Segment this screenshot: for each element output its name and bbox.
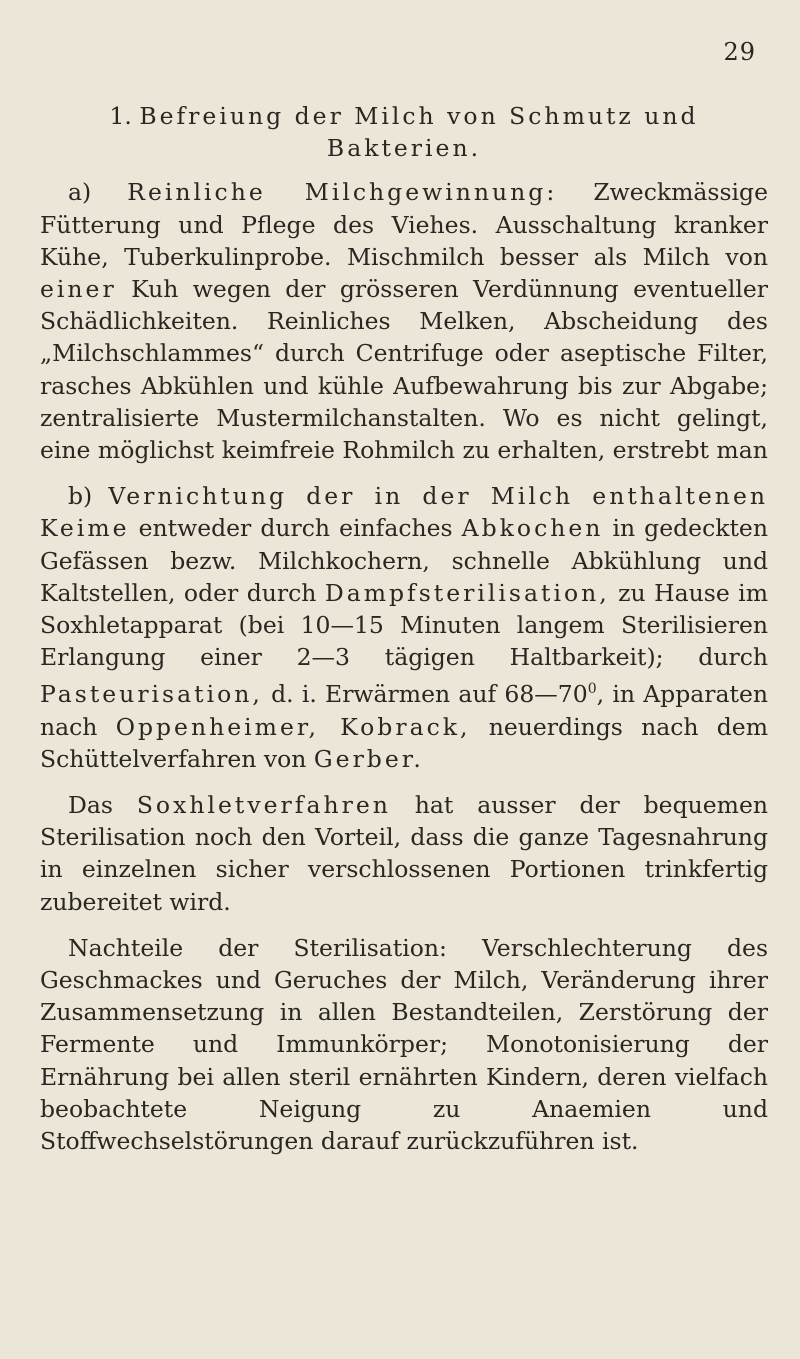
- paragraph-soxhlet-emphasis: Soxhletverfahren: [136, 791, 391, 820]
- paragraph-b-text1: entweder durch einfaches: [138, 514, 453, 543]
- degree-superscript: 0: [587, 681, 597, 698]
- paragraph-b-text5: , in Apparaten nach: [40, 680, 769, 741]
- page-body: [40, 100, 768, 1171]
- paragraph-b-emphasis-gerber: Gerber.: [313, 744, 424, 773]
- paragraph-b-text4: d. i. Erwärmen auf 68—70: [271, 680, 588, 709]
- heading-title-line1: Befreiung der Milch von Schmutz und: [139, 102, 699, 130]
- heading-number: 1.: [109, 102, 132, 130]
- paragraph-a-emphasis: einer: [40, 275, 117, 304]
- section-heading: [40, 100, 768, 164]
- paragraph-b: [40, 480, 768, 775]
- paragraph-a-title: Reinliche Milchgewinnung:: [127, 178, 558, 207]
- paragraph-b-label: b): [68, 482, 93, 511]
- paragraph-b-emphasis-dampfsterilisation: Dampfsterilisation,: [324, 578, 610, 607]
- paragraph-soxhlet: [40, 789, 768, 918]
- paragraph-b-emphasis-pasteurisation: Pasteurisation,: [40, 680, 263, 709]
- page-number: 29: [723, 38, 756, 66]
- paragraph-b-text6: neuerdings nach dem Schüttelverfahren von: [40, 712, 768, 773]
- paragraph-a-text2: Kuh wegen der grösseren Verdünnung eventueller Schädlichkeiten. Reinliches Melken, Abscheidung des „Milchschlammes“ durch Centrifuge oder aseptische Filter, rasches Abkühlen und kühle Aufbewahrung bis zur Abgabe; zentralisierte Mustermilchanstalten. Wo es nicht gelingt, eine möglichst keimfreie Rohmilch zu erhalten, erstrebt man: [40, 275, 768, 465]
- paragraph-b-emphasis-abkochen: Abkochen: [461, 514, 604, 543]
- paragraph-b-text3: zu Hause im Soxhletapparat (bei 10—15 Minuten langem Sterilisieren Erlangung einer 2—3 tägigen Haltbarkeit); durch: [40, 578, 768, 672]
- paragraph-b-title: Vernichtung der in der Milch enthaltenen Keime: [40, 482, 768, 543]
- paragraph-a-text1: Zweckmässige Fütterung und Pflege des Viehes. Ausschaltung kranker Kühe, Tuberkulinprobe. Mischmilch besser als Milch von: [40, 178, 768, 271]
- paragraph-nachteile: [40, 932, 768, 1157]
- heading-title-line2: Bakterien.: [326, 134, 482, 163]
- paragraph-nachteile-text: Nachteile der Sterilisation: Verschlechterung des Geschmackes und Geruches der Milch, Veränderung ihrer Zusammensetzung in allen Bestandteilen, Zerstörung der Fermente und Immunkörper; Monotonisierung der Ernährung bei allen steril ernährten Kindern, deren vielfach beobachtete Neigung zu Anaemien und Stoffwechselstörungen darauf zurückzuführen ist.: [40, 933, 768, 1156]
- paragraph-a-label: a): [68, 178, 92, 207]
- paragraph-soxhlet-text1: Das: [68, 791, 113, 820]
- paragraph-soxhlet-text2: hat ausser der bequemen Sterilisation noch den Vorteil, dass die ganze Tagesnahrung in einzelnen sicher verschlossenen Portionen trinkfertig zubereitet wird.: [40, 791, 768, 916]
- paragraph-b-text2: in gedeckten Gefässen bezw. Milchkochern, schnelle Abkühlung und Kaltstellen, oder durch: [40, 514, 768, 607]
- paragraph-a: [40, 176, 768, 466]
- paragraph-b-emphasis-names: Oppenheimer, Kobrack,: [115, 712, 471, 741]
